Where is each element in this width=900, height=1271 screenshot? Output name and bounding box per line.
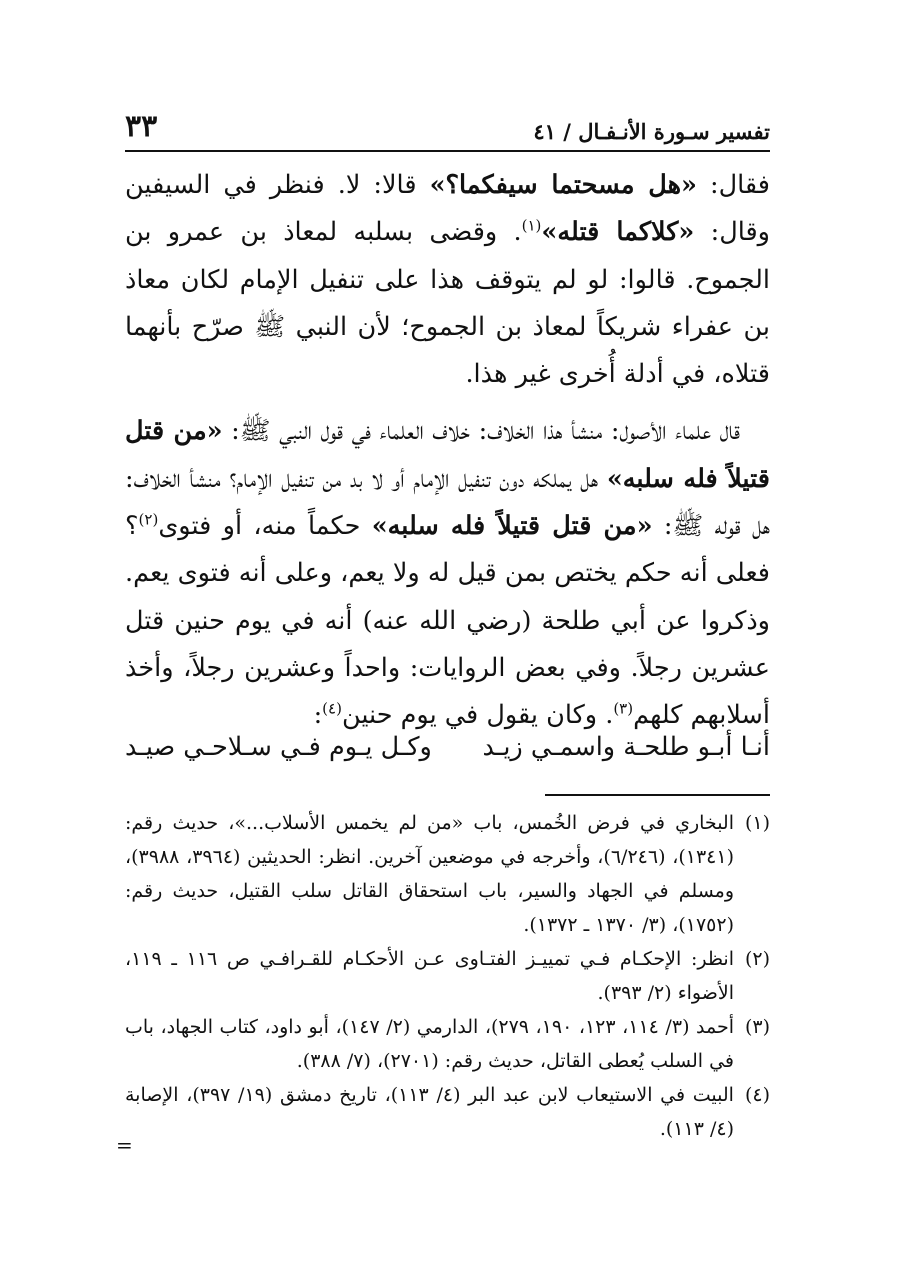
text-run: هل يملكه دون تنفيل الإمام أو لا بد من تنفيل الإمام؟ منشأ الخلاف: هل قوله ﷺ:: [125, 463, 770, 542]
paragraph-1: [125, 162, 770, 398]
running-title: تفسير سـورة الأنـفـال / ٤١: [533, 119, 770, 144]
footnote-ref: (١): [521, 216, 542, 235]
text-run: ؟ فعلى أنه حكم يختص بمن قيل له ولا يعم، وعلى أنه فتوى يعم. وذكروا عن أبي طلحة (رضي الله عنه) أنه في يوم حنين قتل عشرين رجلاً. وفي بعض الروايات: واحداً وعشرين رجلاً، وأخذ أسلابهم كلهم: [125, 511, 770, 731]
main-text: [125, 162, 770, 750]
text-run: :: [313, 700, 323, 731]
first-hemistich: أنـا أبـو طلحـة واسمـي زيـد: [482, 732, 770, 762]
footnote-number: (١): [744, 812, 770, 834]
quote-bold: «من قتل قتيلاً فله سلبه»: [371, 511, 653, 542]
quote-bold: «من قتل قتيلاً فله سلبه»: [125, 416, 770, 494]
text-run: قالا: لا. فنظر في السيفين وقال:: [125, 170, 770, 248]
footnote-text: أحمد (٣/ ١١٤، ١٢٣، ١٩٠، ٢٧٩)، الدارمي (٢/ ١٤٧)، أبو داود، كتاب الجهاد، باب في السلب يُعطى القاتل، حديث رقم: (٢٧٠١)، (٧/ ٣٨٨).: [125, 1016, 734, 1072]
paragraph-2: [125, 408, 770, 739]
footnote-item: [125, 806, 770, 942]
footnote-separator: [545, 794, 770, 796]
poem-verse: [125, 732, 770, 776]
book-page: [125, 0, 770, 1271]
quote-bold: «هل مسحتما سيفكما؟»: [429, 170, 697, 200]
footnote-number: (٣): [744, 1016, 770, 1038]
footnote-number: (٢): [744, 948, 770, 970]
footnote-item: [125, 1010, 770, 1078]
text-run: . وكان يقول في يوم حنين: [341, 700, 614, 731]
page-header: [125, 100, 770, 152]
continuation-mark: =: [116, 1133, 133, 1157]
page-number: ٣٣: [125, 109, 158, 144]
footnote-ref: (٤): [322, 699, 342, 718]
footnote-text: البخاري في فرض الخُمس، باب «من لم يخمس الأسلاب...»، حديث رقم: (١٣٤١)، (٦/٢٤٦)، وأخرجه في موضعين آخرين. انظر: الحديثين (٣٩٦٤، ٣٩٨٨)، ومسلم في الجهاد والسير، باب استحقاق القاتل سلب القتيل، حديث رقم: (١٧٥٢)، (٣/ ١٣٧٠ ـ ١٣٧٢).: [125, 812, 734, 936]
footnote-ref: (٣): [613, 699, 634, 718]
footnote-item: [125, 942, 770, 1010]
footnotes: [125, 806, 770, 1146]
footnote-text: انظر: الإحكـام فـي تمييـز الفتـاوى عـن الأحكـام للقـرافـي ص ١١٦ ـ ١١٩، الأضواء (٢/ ٣٩٣).: [125, 948, 734, 1004]
footnote-number: (٤): [744, 1084, 770, 1106]
quote-bold: «كلاكما قتله»: [541, 217, 695, 248]
second-hemistich: وكـل يـوم فـي سـلاحـي صيـد: [125, 732, 432, 762]
footnote-text: البيت في الاستيعاب لابن عبد البر (٤/ ١١٣)، تاريخ دمشق (١٩/ ٣٩٧)، الإصابة (٤/ ١١٣).: [125, 1084, 734, 1140]
text-run: . وقضى بسلبه لمعاذ بن عمرو بن الجموح. قالوا: لو لم يتوقف هذا على تنفيل الإمام لكان معاذ بن عفراء شريكاً لمعاذ بن الجموح؛ لأن النبي ﷺ صرّح بأنهما قتلاه، في أدلة أُخرى غير هذا.: [125, 217, 770, 390]
text-run: قال علماء الأصول: منشأ هذا الخلاف: خلاف العلماء في قول النبي ﷺ:: [222, 416, 740, 447]
footnote-ref: (٢): [138, 510, 159, 529]
text-run: فقال:: [696, 170, 770, 200]
footnote-item: [125, 1078, 770, 1146]
text-run: حكماً منه، أو فتوى: [158, 511, 372, 542]
